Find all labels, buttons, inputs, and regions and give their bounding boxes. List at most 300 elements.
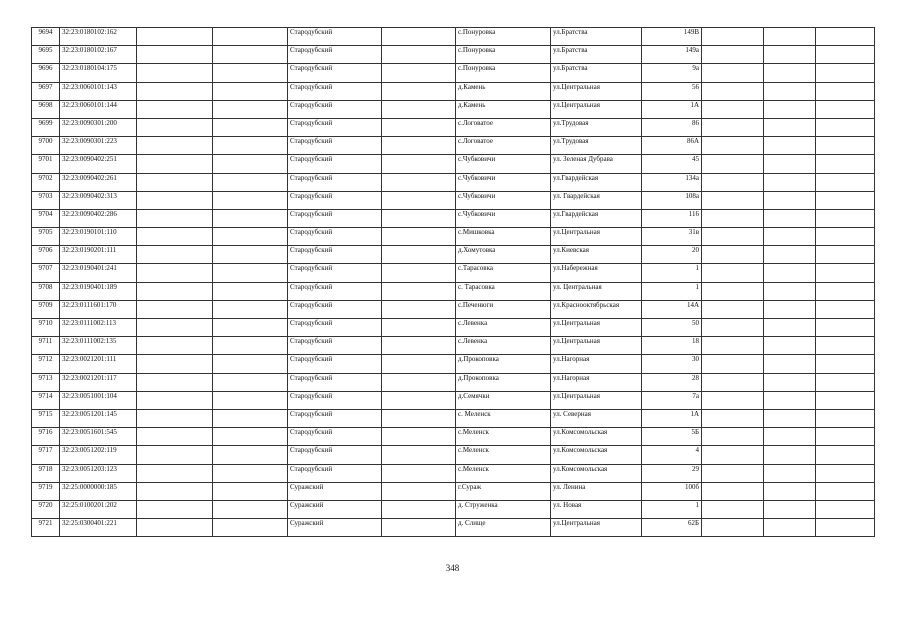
cadastral-number-cell: 32:23:0190201:111 bbox=[60, 246, 137, 264]
settlement-cell: с.Левенка bbox=[456, 337, 551, 355]
row-number-cell: 9696 bbox=[32, 64, 60, 82]
row-number-cell: 9704 bbox=[32, 209, 60, 227]
empty-cell bbox=[764, 300, 816, 318]
empty-cell bbox=[764, 100, 816, 118]
empty-cell bbox=[702, 428, 764, 446]
settlement-cell: с. Тарасовка bbox=[456, 282, 551, 300]
district-cell: Стародубский bbox=[288, 373, 382, 391]
table-row bbox=[32, 173, 875, 191]
table-row bbox=[32, 137, 875, 155]
empty-cell bbox=[816, 373, 875, 391]
street-cell: ул.Братства bbox=[551, 64, 642, 82]
table-row bbox=[32, 191, 875, 209]
district-cell: Стародубский bbox=[288, 100, 382, 118]
empty-cell bbox=[764, 391, 816, 409]
empty-cell bbox=[213, 464, 288, 482]
empty-cell bbox=[137, 118, 213, 136]
empty-cell bbox=[764, 428, 816, 446]
empty-cell bbox=[816, 137, 875, 155]
settlement-cell: д.Прокоповка bbox=[456, 373, 551, 391]
empty-cell bbox=[816, 464, 875, 482]
house-number-cell: 100б bbox=[642, 482, 702, 500]
row-number-cell: 9695 bbox=[32, 46, 60, 64]
empty-cell bbox=[213, 246, 288, 264]
empty-cell bbox=[382, 246, 456, 264]
row-number-cell: 9706 bbox=[32, 246, 60, 264]
empty-cell bbox=[816, 264, 875, 282]
row-number-cell: 9714 bbox=[32, 391, 60, 409]
house-number-cell: 5Б bbox=[642, 428, 702, 446]
empty-cell bbox=[213, 209, 288, 227]
table-row bbox=[32, 409, 875, 427]
district-cell: Стародубский bbox=[288, 64, 382, 82]
street-cell: ул.Гвардейская bbox=[551, 209, 642, 227]
empty-cell bbox=[764, 500, 816, 518]
street-cell: ул.Центральная bbox=[551, 519, 642, 537]
table-row bbox=[32, 482, 875, 500]
empty-cell bbox=[382, 373, 456, 391]
house-number-cell: 149В bbox=[642, 28, 702, 46]
empty-cell bbox=[382, 155, 456, 173]
table-row bbox=[32, 118, 875, 136]
table-row bbox=[32, 28, 875, 46]
empty-cell bbox=[137, 209, 213, 227]
house-number-cell: 86А bbox=[642, 137, 702, 155]
row-number-cell: 9717 bbox=[32, 446, 60, 464]
empty-cell bbox=[764, 264, 816, 282]
empty-cell bbox=[816, 246, 875, 264]
district-cell: Стародубский bbox=[288, 191, 382, 209]
empty-cell bbox=[382, 191, 456, 209]
street-cell: ул.Центральная bbox=[551, 100, 642, 118]
empty-cell bbox=[213, 228, 288, 246]
row-number-cell: 9711 bbox=[32, 337, 60, 355]
empty-cell bbox=[137, 64, 213, 82]
street-cell: ул. Зеленая Дубрава bbox=[551, 155, 642, 173]
empty-cell bbox=[816, 173, 875, 191]
empty-cell bbox=[816, 191, 875, 209]
street-cell: ул. Ленина bbox=[551, 482, 642, 500]
empty-cell bbox=[764, 28, 816, 46]
cadastral-number-cell: 32:23:0090402:313 bbox=[60, 191, 137, 209]
empty-cell bbox=[213, 264, 288, 282]
empty-cell bbox=[137, 228, 213, 246]
district-cell: Стародубский bbox=[288, 446, 382, 464]
empty-cell bbox=[764, 337, 816, 355]
empty-cell bbox=[137, 300, 213, 318]
settlement-cell: с.Меленск bbox=[456, 428, 551, 446]
empty-cell bbox=[137, 519, 213, 537]
street-cell: ул.Братства bbox=[551, 46, 642, 64]
empty-cell bbox=[702, 500, 764, 518]
cadastral-number-cell: 32:23:0051202:119 bbox=[60, 446, 137, 464]
empty-cell bbox=[382, 391, 456, 409]
empty-cell bbox=[702, 355, 764, 373]
empty-cell bbox=[816, 446, 875, 464]
empty-cell bbox=[213, 28, 288, 46]
empty-cell bbox=[816, 409, 875, 427]
house-number-cell: 62Б bbox=[642, 519, 702, 537]
district-cell: Стародубский bbox=[288, 46, 382, 64]
row-number-cell: 9715 bbox=[32, 409, 60, 427]
cadastral-number-cell: 32:23:0180102:162 bbox=[60, 28, 137, 46]
empty-cell bbox=[382, 409, 456, 427]
empty-cell bbox=[816, 118, 875, 136]
house-number-cell: 45 bbox=[642, 155, 702, 173]
row-number-cell: 9709 bbox=[32, 300, 60, 318]
empty-cell bbox=[702, 391, 764, 409]
district-cell: Стародубский bbox=[288, 319, 382, 337]
table-row bbox=[32, 373, 875, 391]
empty-cell bbox=[816, 209, 875, 227]
empty-cell bbox=[764, 355, 816, 373]
empty-cell bbox=[702, 409, 764, 427]
house-number-cell: 28 bbox=[642, 373, 702, 391]
empty-cell bbox=[764, 191, 816, 209]
empty-cell bbox=[213, 100, 288, 118]
empty-cell bbox=[213, 409, 288, 427]
cadastral-number-cell: 32:23:0051201:145 bbox=[60, 409, 137, 427]
empty-cell bbox=[213, 337, 288, 355]
street-cell: ул.Братства bbox=[551, 28, 642, 46]
table-row bbox=[32, 282, 875, 300]
empty-cell bbox=[764, 173, 816, 191]
empty-cell bbox=[137, 319, 213, 337]
table-row bbox=[32, 391, 875, 409]
street-cell: ул.Центральная bbox=[551, 228, 642, 246]
row-number-cell: 9701 bbox=[32, 155, 60, 173]
empty-cell bbox=[816, 428, 875, 446]
empty-cell bbox=[702, 118, 764, 136]
district-cell: Стародубский bbox=[288, 155, 382, 173]
cadastral-number-cell: 32:23:0090301:223 bbox=[60, 137, 137, 155]
table-row bbox=[32, 82, 875, 100]
house-number-cell: 149а bbox=[642, 46, 702, 64]
house-number-cell: 1А bbox=[642, 100, 702, 118]
cadastral-number-cell: 32:23:0090402:286 bbox=[60, 209, 137, 227]
empty-cell bbox=[382, 100, 456, 118]
empty-cell bbox=[382, 282, 456, 300]
empty-cell bbox=[764, 482, 816, 500]
empty-cell bbox=[764, 246, 816, 264]
cadastral-number-cell: 32:23:0180104:175 bbox=[60, 64, 137, 82]
district-cell: Стародубский bbox=[288, 209, 382, 227]
settlement-cell: д.Камень bbox=[456, 82, 551, 100]
empty-cell bbox=[213, 137, 288, 155]
cadastral-number-cell: 32:23:0190401:189 bbox=[60, 282, 137, 300]
street-cell: ул.Центральная bbox=[551, 319, 642, 337]
street-cell: ул.Комсомольская bbox=[551, 464, 642, 482]
row-number-cell: 9699 bbox=[32, 118, 60, 136]
cadastral-number-cell: 32:23:0090402:251 bbox=[60, 155, 137, 173]
row-number-cell: 9708 bbox=[32, 282, 60, 300]
cadastral-number-cell: 32:23:0090301:200 bbox=[60, 118, 137, 136]
settlement-cell: с.Мишковка bbox=[456, 228, 551, 246]
empty-cell bbox=[764, 464, 816, 482]
house-number-cell: 1А bbox=[642, 409, 702, 427]
empty-cell bbox=[816, 300, 875, 318]
empty-cell bbox=[137, 155, 213, 173]
row-number-cell: 9705 bbox=[32, 228, 60, 246]
house-number-cell: 50 bbox=[642, 319, 702, 337]
empty-cell bbox=[382, 46, 456, 64]
table-row bbox=[32, 446, 875, 464]
row-number-cell: 9712 bbox=[32, 355, 60, 373]
street-cell: ул. Гвардейская bbox=[551, 191, 642, 209]
district-cell: Стародубский bbox=[288, 228, 382, 246]
empty-cell bbox=[816, 355, 875, 373]
empty-cell bbox=[382, 209, 456, 227]
empty-cell bbox=[213, 428, 288, 446]
empty-cell bbox=[764, 373, 816, 391]
empty-cell bbox=[702, 482, 764, 500]
empty-cell bbox=[816, 28, 875, 46]
cadastral-number-cell: 32:23:0051001:104 bbox=[60, 391, 137, 409]
page-number: 348 bbox=[445, 563, 460, 573]
house-number-cell: 30 bbox=[642, 355, 702, 373]
empty-cell bbox=[137, 355, 213, 373]
table-row bbox=[32, 228, 875, 246]
house-number-cell: 7а bbox=[642, 391, 702, 409]
records-table bbox=[31, 27, 875, 537]
empty-cell bbox=[137, 391, 213, 409]
empty-cell bbox=[816, 500, 875, 518]
row-number-cell: 9697 bbox=[32, 82, 60, 100]
street-cell: ул.Комсомольская bbox=[551, 446, 642, 464]
settlement-cell: д.Хомутовка bbox=[456, 246, 551, 264]
table-row bbox=[32, 46, 875, 64]
table-row bbox=[32, 155, 875, 173]
empty-cell bbox=[702, 228, 764, 246]
settlement-cell: д.Камень bbox=[456, 100, 551, 118]
street-cell: ул.Краснооктябрьская bbox=[551, 300, 642, 318]
house-number-cell: 116 bbox=[642, 209, 702, 227]
row-number-cell: 9703 bbox=[32, 191, 60, 209]
empty-cell bbox=[816, 519, 875, 537]
house-number-cell: 56 bbox=[642, 82, 702, 100]
settlement-cell: с.Левенка bbox=[456, 319, 551, 337]
empty-cell bbox=[816, 482, 875, 500]
settlement-cell: д. Струженка bbox=[456, 500, 551, 518]
street-cell: ул.Трудовая bbox=[551, 137, 642, 155]
row-number-cell: 9700 bbox=[32, 137, 60, 155]
empty-cell bbox=[382, 28, 456, 46]
empty-cell bbox=[702, 519, 764, 537]
cadastral-number-cell: 32:23:0190101:110 bbox=[60, 228, 137, 246]
empty-cell bbox=[137, 191, 213, 209]
district-cell: Стародубский bbox=[288, 173, 382, 191]
empty-cell bbox=[137, 137, 213, 155]
empty-cell bbox=[816, 46, 875, 64]
district-cell: Стародубский bbox=[288, 264, 382, 282]
empty-cell bbox=[137, 464, 213, 482]
house-number-cell: 20 bbox=[642, 246, 702, 264]
cadastral-number-cell: 32:23:0021201:111 bbox=[60, 355, 137, 373]
street-cell: ул.Центральная bbox=[551, 337, 642, 355]
settlement-cell: с.Понуровка bbox=[456, 46, 551, 64]
empty-cell bbox=[816, 337, 875, 355]
empty-cell bbox=[382, 300, 456, 318]
empty-cell bbox=[702, 64, 764, 82]
house-number-cell: 18 bbox=[642, 337, 702, 355]
table-row bbox=[32, 264, 875, 282]
empty-cell bbox=[137, 282, 213, 300]
empty-cell bbox=[382, 519, 456, 537]
house-number-cell: 9а bbox=[642, 64, 702, 82]
district-cell: Стародубский bbox=[288, 300, 382, 318]
empty-cell bbox=[702, 28, 764, 46]
empty-cell bbox=[213, 355, 288, 373]
street-cell: ул.Комсомольская bbox=[551, 428, 642, 446]
district-cell: Суражский bbox=[288, 500, 382, 518]
empty-cell bbox=[213, 173, 288, 191]
house-number-cell: 31в bbox=[642, 228, 702, 246]
district-cell: Стародубский bbox=[288, 137, 382, 155]
empty-cell bbox=[702, 82, 764, 100]
settlement-cell: с.Чубковичи bbox=[456, 191, 551, 209]
settlement-cell: д. Слище bbox=[456, 519, 551, 537]
empty-cell bbox=[213, 82, 288, 100]
settlement-cell: с.Чубковичи bbox=[456, 173, 551, 191]
empty-cell bbox=[137, 446, 213, 464]
table-row bbox=[32, 337, 875, 355]
empty-cell bbox=[137, 28, 213, 46]
settlement-cell: с.Меленск bbox=[456, 464, 551, 482]
table-row bbox=[32, 100, 875, 118]
empty-cell bbox=[137, 46, 213, 64]
empty-cell bbox=[816, 155, 875, 173]
house-number-cell: 134а bbox=[642, 173, 702, 191]
street-cell: ул.Трудовая bbox=[551, 118, 642, 136]
empty-cell bbox=[382, 64, 456, 82]
table-row bbox=[32, 246, 875, 264]
table-row bbox=[32, 209, 875, 227]
empty-cell bbox=[702, 464, 764, 482]
house-number-cell: 4 bbox=[642, 446, 702, 464]
settlement-cell: д.Прокоповка bbox=[456, 355, 551, 373]
row-number-cell: 9720 bbox=[32, 500, 60, 518]
empty-cell bbox=[137, 409, 213, 427]
cadastral-number-cell: 32:23:0060101:143 bbox=[60, 82, 137, 100]
empty-cell bbox=[213, 300, 288, 318]
settlement-cell: д.Семячки bbox=[456, 391, 551, 409]
table-row bbox=[32, 519, 875, 537]
empty-cell bbox=[702, 209, 764, 227]
empty-cell bbox=[702, 300, 764, 318]
row-number-cell: 9713 bbox=[32, 373, 60, 391]
empty-cell bbox=[137, 500, 213, 518]
row-number-cell: 9716 bbox=[32, 428, 60, 446]
empty-cell bbox=[213, 155, 288, 173]
district-cell: Стародубский bbox=[288, 355, 382, 373]
empty-cell bbox=[213, 391, 288, 409]
settlement-cell: с.Понуровка bbox=[456, 64, 551, 82]
street-cell: ул. Северная bbox=[551, 409, 642, 427]
table-row bbox=[32, 300, 875, 318]
cadastral-number-cell: 32:23:0051203:123 bbox=[60, 464, 137, 482]
settlement-cell: с.Печенюги bbox=[456, 300, 551, 318]
empty-cell bbox=[382, 319, 456, 337]
settlement-cell: с.Чубковичи bbox=[456, 155, 551, 173]
empty-cell bbox=[764, 319, 816, 337]
empty-cell bbox=[213, 500, 288, 518]
empty-cell bbox=[764, 46, 816, 64]
empty-cell bbox=[764, 446, 816, 464]
empty-cell bbox=[702, 337, 764, 355]
row-number-cell: 9702 bbox=[32, 173, 60, 191]
empty-cell bbox=[816, 228, 875, 246]
empty-cell bbox=[137, 482, 213, 500]
empty-cell bbox=[816, 319, 875, 337]
empty-cell bbox=[702, 100, 764, 118]
empty-cell bbox=[816, 82, 875, 100]
settlement-cell: с.Тарасовка bbox=[456, 264, 551, 282]
district-cell: Стародубский bbox=[288, 337, 382, 355]
empty-cell bbox=[137, 246, 213, 264]
empty-cell bbox=[213, 64, 288, 82]
row-number-cell: 9719 bbox=[32, 482, 60, 500]
table-row bbox=[32, 319, 875, 337]
house-number-cell: 1 bbox=[642, 282, 702, 300]
empty-cell bbox=[702, 264, 764, 282]
district-cell: Суражский bbox=[288, 482, 382, 500]
empty-cell bbox=[702, 46, 764, 64]
empty-cell bbox=[213, 482, 288, 500]
empty-cell bbox=[702, 173, 764, 191]
house-number-cell: 1 bbox=[642, 500, 702, 518]
table-row bbox=[32, 428, 875, 446]
district-cell: Стародубский bbox=[288, 428, 382, 446]
empty-cell bbox=[764, 118, 816, 136]
empty-cell bbox=[764, 155, 816, 173]
cadastral-number-cell: 32:25:0100201:202 bbox=[60, 500, 137, 518]
empty-cell bbox=[382, 355, 456, 373]
empty-cell bbox=[137, 373, 213, 391]
house-number-cell: 86 bbox=[642, 118, 702, 136]
row-number-cell: 9718 bbox=[32, 464, 60, 482]
empty-cell bbox=[764, 228, 816, 246]
row-number-cell: 9710 bbox=[32, 319, 60, 337]
empty-cell bbox=[702, 137, 764, 155]
settlement-cell: с. Меленск bbox=[456, 409, 551, 427]
empty-cell bbox=[213, 446, 288, 464]
house-number-cell: 108а bbox=[642, 191, 702, 209]
empty-cell bbox=[764, 209, 816, 227]
empty-cell bbox=[764, 137, 816, 155]
district-cell: Суражский bbox=[288, 519, 382, 537]
settlement-cell: с.Логоватое bbox=[456, 137, 551, 155]
street-cell: ул.Гвардейская bbox=[551, 173, 642, 191]
empty-cell bbox=[764, 64, 816, 82]
empty-cell bbox=[382, 228, 456, 246]
empty-cell bbox=[764, 82, 816, 100]
district-cell: Стародубский bbox=[288, 118, 382, 136]
settlement-cell: с.Логоватое bbox=[456, 118, 551, 136]
street-cell: ул. Новая bbox=[551, 500, 642, 518]
empty-cell bbox=[702, 282, 764, 300]
district-cell: Стародубский bbox=[288, 409, 382, 427]
empty-cell bbox=[702, 191, 764, 209]
empty-cell bbox=[137, 264, 213, 282]
row-number-cell: 9698 bbox=[32, 100, 60, 118]
empty-cell bbox=[213, 282, 288, 300]
empty-cell bbox=[137, 173, 213, 191]
empty-cell bbox=[137, 100, 213, 118]
cadastral-number-cell: 32:23:0021201:117 bbox=[60, 373, 137, 391]
district-cell: Стародубский bbox=[288, 282, 382, 300]
empty-cell bbox=[816, 100, 875, 118]
empty-cell bbox=[382, 337, 456, 355]
